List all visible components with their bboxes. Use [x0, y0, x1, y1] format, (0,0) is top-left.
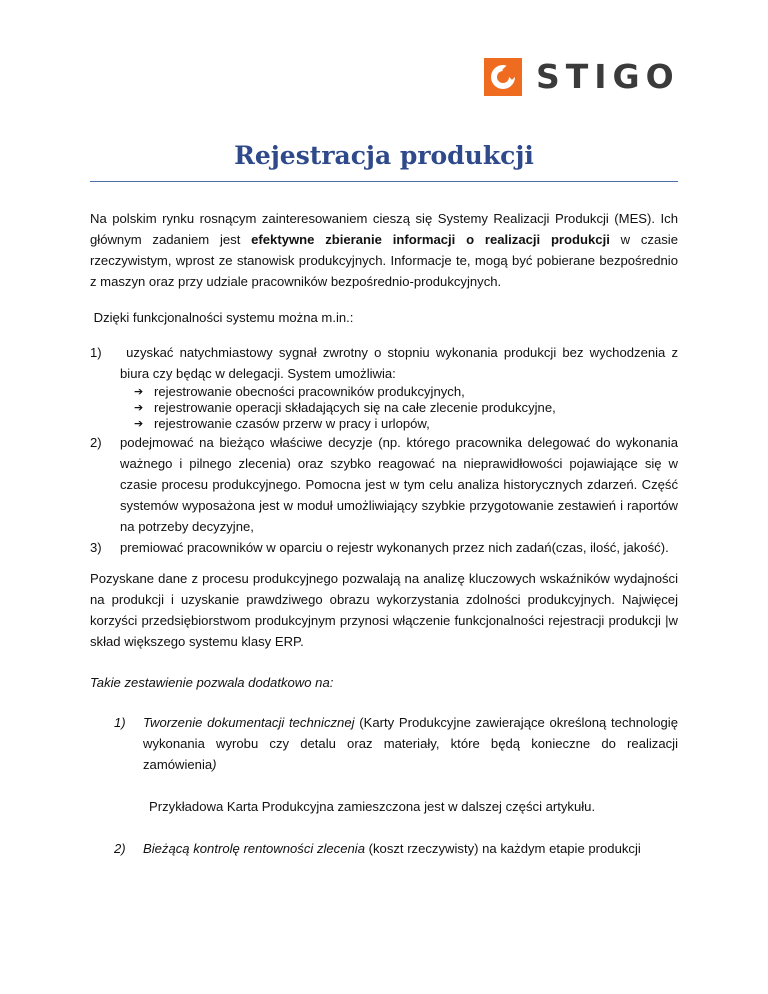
list-item-tail: ) [212, 757, 217, 772]
logo-text: STIGO [536, 57, 680, 96]
intro-paragraph [90, 208, 678, 292]
list2-lead [90, 672, 678, 693]
title-underline [90, 181, 678, 182]
list-item-text [143, 712, 678, 775]
functions-lead [90, 307, 678, 328]
bullet-text: rejestrowanie czasów przerw w pracy i urlopów, [154, 416, 430, 431]
bullet-item [134, 384, 678, 400]
page-title: Rejestracja produkcji [234, 141, 534, 170]
list-item-rest-text: (koszt rzeczywisty) na każdym etapie produkcji [365, 841, 641, 856]
bullet-text: rejestrowanie operacji składających się na całe zlecenie produkcyjne, [154, 400, 556, 415]
list-item [90, 537, 678, 558]
bullet-item [134, 416, 678, 432]
bullet-item [134, 400, 678, 416]
arrow-icon: ➔ [134, 402, 144, 414]
summary-paragraph [90, 568, 678, 652]
functions-lead-text: Dzięki funkcjonalności systemu można m.in.: [90, 310, 354, 325]
list-item-number: 1) [90, 345, 102, 360]
list-item-text: premiować pracowników w oparciu o rejestr wykonanych przez nich zadań(czas, ilość, jakość). [120, 540, 669, 555]
functions-list [90, 342, 682, 558]
list-item [114, 712, 678, 775]
arrow-icon: ➔ [134, 386, 144, 398]
list-item-number: 3) [90, 540, 102, 555]
list-item-note: Przykładowa Karta Produkcyjna zamieszczona jest w dalszej części artykułu. [149, 799, 596, 814]
logo-mark-icon [484, 58, 522, 96]
list-item [90, 432, 678, 537]
arrow-icon: ➔ [134, 418, 144, 430]
summary-text: Pozyskane dane z procesu produkcyjnego pozwalają na analizę kluczowych wskaźników wydajności na produkcji i uzyskanie prawdziwego obrazu wykorzystania zdolności produkcyjnych. Najwięcej korzyści przedsiębiorstwom produkcyjnym przynosi włączenie funkcjonalności rejestracji produkcji |w skład większego systemu klasy ERP. [90, 571, 678, 649]
list2-lead-text: Takie zestawienie pozwala dodatkowo na: [90, 675, 334, 690]
list-item-number: 2) [90, 435, 102, 450]
bullet-list [90, 384, 678, 432]
list-item [90, 342, 682, 384]
list-item-italic-text: Tworzenie dokumentacji technicznej [143, 715, 355, 730]
list-item-text [143, 838, 678, 859]
company-logo [484, 57, 680, 97]
intro-text-1: Na polskim rynku rosnącym zainteresowaniem cieszą się Systemy Realizacji Produkcji (MES). Ich głównym zadaniem jest [90, 211, 678, 247]
list-item-number: 2) [114, 841, 126, 856]
list-item [114, 838, 678, 859]
list-item-text: uzyskać natychmiastowy sygnał zwrotny o stopniu wykonania produkcji bez wychodzenia z biura czy będąc w delegacji. System umożliwia: [120, 345, 682, 381]
list-item-number: 1) [114, 715, 126, 730]
intro-text-2: w czasie rzeczywistym, wprost ze stanowisk produkcyjnych. Informacje te, mogą być pobierane bezpośrednio z maszyn oraz przy udziale pracowników bezpośrednio-produkcyjnych. [90, 232, 678, 289]
list-item-text: podejmować na bieżąco właściwe decyzje (np. którego pracownika delegować do wykonania ważnego i pilnego zlecenia) oraz szybko reagować na nieprawidłowości pojawiające się w czasie procesu produkcyjnego. Pomocna jest w tym celu analiza historycznych zdarzeń. Część systemów wyposażona jest w moduł umożliwiający szybkie przygotowanie zestawień i raportów na potrzeby decyzyjne, [120, 435, 678, 534]
bullet-text: rejestrowanie obecności pracowników produkcyjnych, [154, 384, 465, 399]
intro-bold-text: efektywne zbieranie informacji o realizacji produkcji [251, 232, 610, 247]
benefits-list [90, 712, 678, 859]
list-item-italic-text: Bieżącą kontrolę rentowności zlecenia [143, 841, 365, 856]
list-item-rest-text: (Karty Produkcyjne zawierające określoną technologię wykonania wyrobu czy detalu oraz materiały, które będą konieczne do realizacji zamówienia [143, 715, 678, 772]
